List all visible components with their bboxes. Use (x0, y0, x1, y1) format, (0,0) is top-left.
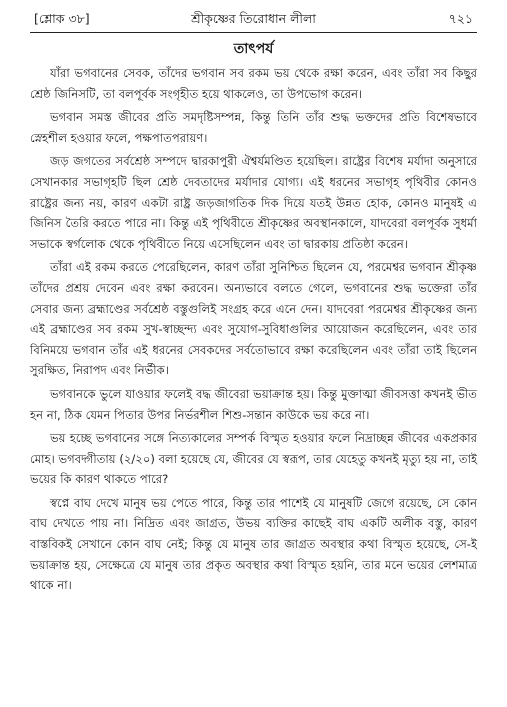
paragraph: ভগবান সমস্ত জীবের প্রতি সমদৃষ্টিসম্পন্ন, কিন্তু তিনি তাঁর শুদ্ধ ভক্তদের প্রতি বিশেষভাবে স্নেহশীল হওয়ার ফলে, পক্ষপাতপরায়ণ। (30, 110, 477, 145)
paragraph: ভয় হচ্ছে ভগবানের সঙ্গে নিত্যকালের সম্পর্ক বিস্মৃত হওয়ার ফলে নিদ্রাচ্ছন্ন জীবের একপ্রকার মোহ। ভগবদ্গীতায় (২/২০) বলা হয়েছে যে, জীবের যে স্বরূপ, তার যেহেতু কখনই মৃত্যু হয় না, তাই ভয়ের কি কারণ থাকতে পারে? (30, 431, 477, 487)
paragraph: ভগবানকে ভুলে যাওয়ার ফলেই বদ্ধ জীবেরা ভয়াক্রান্ত হয়। কিন্তু মুক্তাত্মা জীবসত্তা কখনই ভীত হন না, ঠিক যেমন পিতার উপর নির্ভরশীল শিশু-সন্তান কাউকে ভয় করে না। (30, 386, 477, 422)
paragraph: স্বপ্নে বাঘ দেখে মানুষ ভয় পেতে পারে, কিন্তু তার পাশেই যে মানুষটি জেগে রয়েছে, সে কোন বাঘ দেখতে পায় না। নিদ্রিত এবং জাগ্রত, উভয় ব্যক্তির কাছেই বাঘ একটি অলীক বস্তু, কারণ বাস্তবিকই সেখানে কোন বাঘ নেই; কিন্তু যে মানুষ তার জাগ্রত অবস্থার কথা বিস্মৃত হয়েছে, সে-ই ভয়াক্রান্ত হয়, সেক্ষেত্রে যে মানুষ তার প্রকৃত অবস্থার কথা বিস্মৃত হয়নি, তার মনে ভয়ের লেশমাত্র থাকে না। (30, 495, 477, 593)
page-header (30, 8, 477, 30)
verse-reference: [শ্লোক ৩৮] (34, 11, 90, 26)
chapter-title: শ্রীকৃষ্ণের তিরোধান লীলা (191, 11, 316, 26)
page-number: ৭২১ (448, 11, 473, 26)
paragraph: জড় জগতের সর্বশ্রেষ্ঠ সম্পদে দ্বারকাপুরী ঐশ্বর্যমণ্ডিত হয়েছিল। রাষ্ট্রের বিশেষ মর্যাদা অনুসারে সেখানকার সভাগৃহটি ছিল শ্রেষ্ঠ দেবতাদের মর্যাদার যোগ্য। এই ধরনের সভাগৃহ পৃথিবীর কোনও রাষ্ট্রের জন্য নয়, কারণ একটা রাষ্ট্র জড়জাগতিক দিক দিয়ে যতই উন্নত হোক, কোনও মানুষই এ জিনিস তৈরি করতে পারে না। কিন্তু এই পৃথিবীতে শ্রীকৃষ্ণের অবস্থানকালে, যাদবেরা বলপূর্বক সুধর্মা সভাকে স্বর্গলোক থেকে পৃথিবীতে নিয়ে এসেছিলেন এবং তা দ্বারকায় প্রতিষ্ঠা করেন। (30, 154, 477, 251)
paragraph: যাঁরা ভগবানের সেবক, তাঁদের ভগবান সব রকম ভয় থেকে রক্ষা করেন, এবং তাঁরা সব কিছুর শ্রেষ্ঠ জিনিসটি, তা বলপূর্বক সংগৃহীত হয়ে থাকলেও, তা উপভোগ করেন। (30, 66, 477, 101)
section-title: তাৎপর্য (233, 41, 274, 57)
paragraph: তাঁরা এই রকম করতে পেরেছিলেন, কারণ তাঁরা সুনিশ্চিত ছিলেন যে, পরমেশ্বর ভগবান শ্রীকৃষ্ণ তাঁদের প্রশ্রয় দেবেন এবং রক্ষা করবেন। অন্যভাবে বলতে গেলে, ভগবানের শুদ্ধ ভক্তেরা তাঁর সেবার জন্য ব্রহ্মাণ্ডের সর্বশ্রেষ্ঠ বস্তুগুলিই সংগ্রহ করে এনে দেন। যাদবেরা পরমেশ্বর শ্রীকৃষ্ণের জন্য এই ব্রহ্মাণ্ডের সব রকম সুখ-স্বাচ্ছন্দ্য এবং সুযোগ-সুবিধাগুলির আয়োজন করেছিলেন, এবং তার বিনিময়ে ভগবান তাঁর এই ধরনের সেবকদের সর্বতোভাবে রক্ষা করেছিলেন এবং তাঁরা তাই ছিলেন সুরক্ষিত, নিরাপদ এবং নির্ভীক। (30, 260, 477, 378)
header-rule (30, 32, 477, 33)
